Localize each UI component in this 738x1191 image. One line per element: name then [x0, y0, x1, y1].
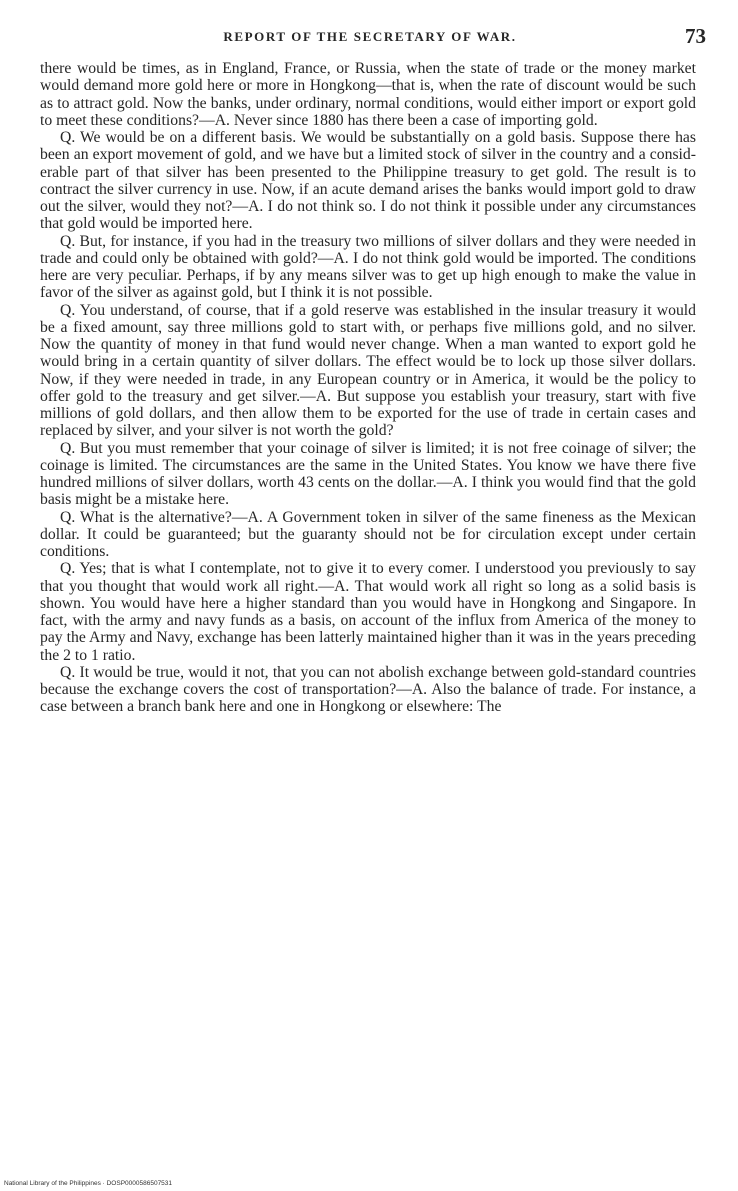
paragraph: Q. You understand, of course, that if a gold reserve was established in the insular treasury it would be a fixed amount, say three millions gold to start with, or perhaps five millions gold, and no silver. Now the quantity of money in that fund would never change. When a man wanted to export gold he would bring in a certain quantity of silver dollars. The effect would be to lock up those silver dollars. Now, if they were needed in trade, in any European country or in America, it would be the policy to offer gold to the treasury and get silver.—A. But suppose you establish your treasury, start with five millions of gold dollars, and then allow them to be exported for the use of trade in certain cases and replaced by silver, and your silver is not worth the gold?: [40, 301, 696, 440]
paragraph: Q. What is the alternative?—A. A Government token in silver of the same fineness as the Mexican dollar. It could be guaranteed; but the guaranty should not be for circulation except under certain conditions.: [40, 508, 696, 560]
scan-credit: National Library of the Philippines · DOSP0000586507531: [4, 1180, 173, 1187]
body-text: [40, 60, 696, 716]
paragraph: Q. We would be on a different basis. We would be substantially on a gold basis. Suppose there has been an export movement of gold, and we have but a limited stock of silver in the country and a considerable part of that silver has been presented to the Philippine treasury to get gold. The result is to contract the silver currency in use. Now, if an acute demand arises the banks would import gold to draw out the silver, would they not?—A. I do not think so. I do not think it possible under any circumstances that gold would be imported here.: [40, 129, 696, 233]
running-title: REPORT OF THE SECRETARY OF WAR.: [223, 29, 517, 44]
paragraph: Q. But you must remember that your coinage of silver is limited; it is not free coinage of silver; the coinage is limited. The circumstances are the same in the United States. You know we have there five hundred millions of silver dollars, worth 43 cents on the dollar.—A. I think you would find that the gold basis might be a mistake here.: [40, 439, 696, 509]
page-header: [40, 24, 706, 50]
paragraph: Q. Yes; that is what I contemplate, not to give it to every comer. I understood you previously to say that you thought that would work all right.—A. That would work all right so long as a solid basis is shown. You would have here a higher standard than you would have in Hongkong and Singapore. In fact, with the army and navy funds as a basis, on account of the influx from America of the money to pay the Army and Navy, exchange has been latterly maintained higher than it was in the years preceding the 2 to 1 ratio.: [40, 560, 696, 664]
paragraph-continued: there would be times, as in England, France, or Russia, when the state of trade or the money market would demand more gold here or more in Hongkong—that is, when the rate of discount would be such as to attract gold. Now the banks, under ordinary, normal conditions, would either import or export gold to meet these conditions?—A. Never since 1880 has there been a case of importing gold.: [40, 60, 696, 129]
paragraph: Q. But, for instance, if you had in the treasury two millions of silver dollars and they were needed in trade and could only be obtained with gold?—A. I do not think gold would be imported. The conditions here are very peculiar. Perhaps, if by any means silver was to get up high enough to make the value in favor of the silver as against gold, but I think it is not possible.: [40, 232, 696, 302]
page-number: 73: [685, 24, 706, 48]
paragraph: Q. It would be true, would it not, that you can not abolish exchange between gold-standard countries because the exchange covers the cost of transportation?—A. Also the balance of trade. For instance, a case between a branch bank here and one in Hongkong or elsewhere: The: [40, 663, 696, 716]
